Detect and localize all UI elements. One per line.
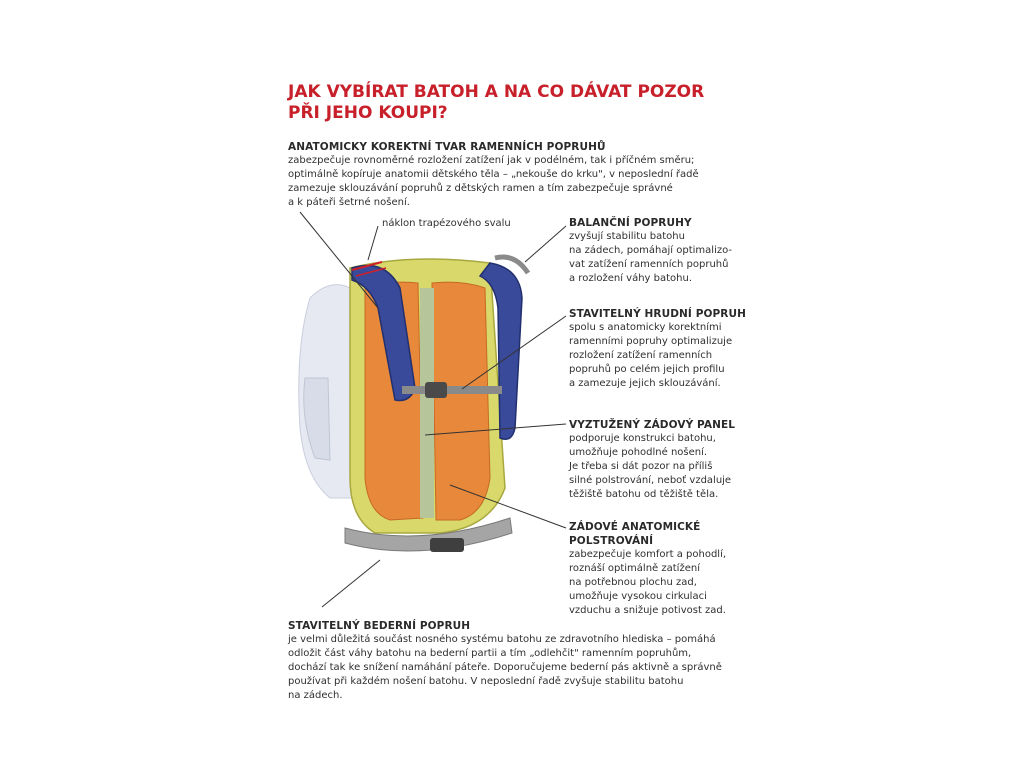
- callout-back-panel: [569, 418, 769, 502]
- back-padding-right: [432, 282, 490, 520]
- callout-heading: BALANČNÍ POPRUHY: [569, 217, 692, 229]
- callout-text: spolu s anatomicky korektními ramenními popruhy optimalizuje rozložení zatížení ramenních popruhů po celém jejich profilu a zamezuje jejich sklouzávání.: [569, 322, 733, 389]
- intro-section: [288, 140, 748, 210]
- hip-belt-text: je velmi důležitá součást nosného systému batohu ze zdravotního hlediska – pomáhá odložit část váhy batohu na bederní partii a tím „odlehčit" ramenním popruhům, dochází tak ke snížení namáhání páteře. Doporučujeme bederní pás aktivně a správně používat při každém nošení batohu. V neposlední řadě zvyšuje stabilitu batohu na zádech.: [288, 634, 722, 701]
- callout-heading: STAVITELNÝ HRUDNÍ POPRUH: [569, 308, 747, 320]
- callout-chest-strap: [569, 307, 769, 391]
- hip-buckle: [430, 538, 464, 552]
- backpack-illustration: [290, 228, 530, 578]
- page-title: JAK VYBÍRAT BATOH A NA CO DÁVAT POZOR PŘI JEHO KOUPI?: [288, 82, 705, 123]
- intro-text: zabezpečuje rovnoměrné rozložení zatížení jak v podélném, tak i příčném směru; optimálně kopíruje anatomii dětského těla – „nekouše do krku", v neposlední řadě zamezuje sklouzávání popruhů z dětských ramen a tím zabezpečuje správné a k páteři šetrné nošení.: [288, 155, 699, 208]
- callout-back-padding: [569, 520, 769, 618]
- hip-belt-heading: STAVITELNÝ BEDERNÍ POPRUH: [288, 620, 471, 632]
- callout-heading: ZÁDOVÉ ANATOMICKÉ POLSTROVÁNÍ: [569, 521, 701, 547]
- callout-text: zvyšují stabilitu batohu na zádech, pomáhají optimalizo- vat zatížení ramenních popruhů a rozložení váhy batohu.: [569, 231, 733, 284]
- trapezius-label: náklon trapézového svalu: [382, 218, 511, 229]
- back-padding-channel: [420, 288, 434, 518]
- hip-belt-section: [288, 619, 768, 703]
- callout-balance-straps: [569, 216, 769, 286]
- leader-balance: [525, 226, 566, 262]
- chest-strap: [402, 386, 502, 394]
- callout-heading: VYZTUŽENÝ ZÁDOVÝ PANEL: [569, 419, 736, 431]
- intro-heading: ANATOMICKY KOREKTNÍ TVAR RAMENNÍCH POPRUHŮ: [288, 141, 606, 153]
- callout-text: zabezpečuje komfort a pohodlí, roznáší optimálně zatížení na potřebnou plochu zad, umožňuje vysokou cirkulaci vzduchu a snižuje potivost zad.: [569, 549, 727, 616]
- chest-buckle: [425, 382, 447, 398]
- callout-text: podporuje konstrukci batohu, umožňuje pohodlné nošení. Je třeba si dát pozor na příliš silné polstrování, neboť vzdaluje těžiště batohu od těžiště těla.: [569, 433, 732, 500]
